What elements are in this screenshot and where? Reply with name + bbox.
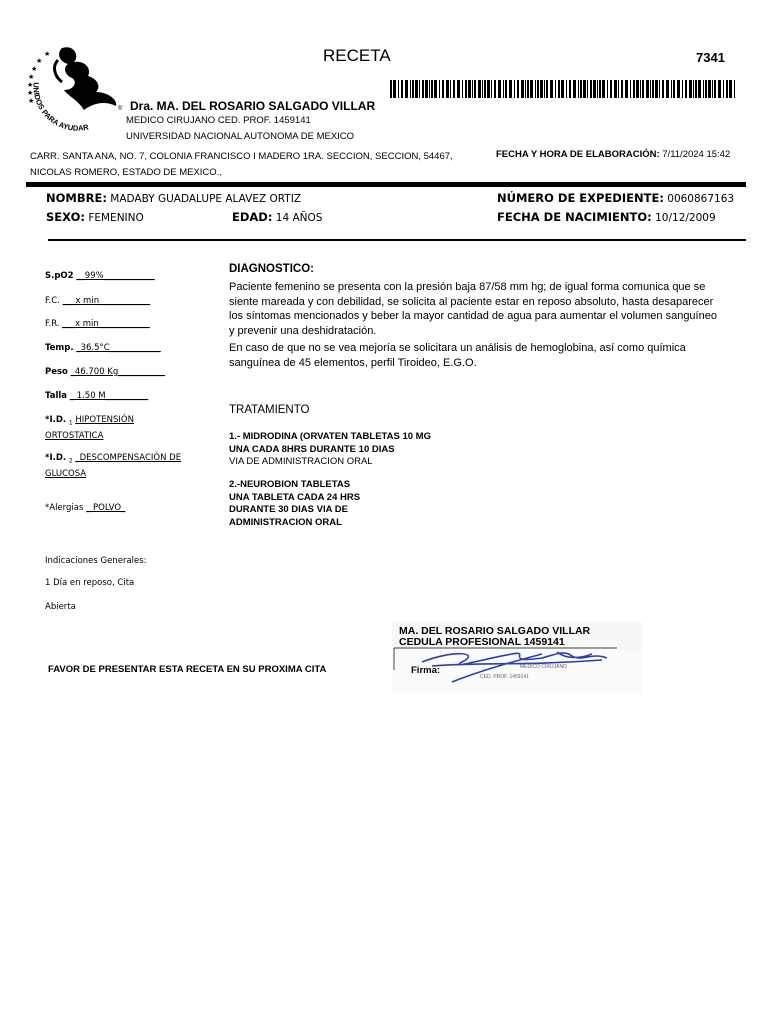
svg-text:★: ★: [36, 58, 43, 65]
vital-alergias: *Alergias _ POLVO_: [45, 503, 126, 513]
logo-registered-mark: ®: [118, 106, 123, 112]
record-number-value: 0060867163: [667, 193, 735, 205]
patient-dob-label: FECHA DE NACIMIENTO:: [497, 210, 652, 224]
diagnosis-body: [229, 280, 719, 373]
unidos-para-ayudar-logo: [22, 42, 126, 142]
patient-age-value: 14 AÑOS: [275, 212, 323, 224]
record-number-label: NÚMERO DE EXPEDIENTE:: [497, 191, 664, 205]
patient-sex-label: SEXO:: [46, 210, 85, 224]
logo-bird-mark: [59, 47, 116, 110]
svg-text:★: ★: [27, 82, 34, 89]
diagnosis-title: DIAGNOSTICO:: [229, 263, 314, 275]
vital-id2: *I.D. $_2$ _DESCOMPENSACIÓN DE GLUCOSA: [45, 453, 182, 479]
patient-name-value: MADABY GUADALUPE ALAVEZ ORTIZ: [110, 193, 302, 205]
page-title: RECETA: [323, 46, 391, 65]
patient-dob: [497, 210, 716, 224]
vital-spo2: S.pO2 __99%____________: [45, 271, 155, 281]
medication-2: 2.-NEUROBION TABLETAS UNA TABLETA CADA 24 HRS DURANTE 30 DIAS VIA DE ADMINISTRACION ORAL: [229, 479, 361, 528]
stamp-cedula: CEDULA PROFESIONAL 1459141: [399, 636, 565, 648]
vital-fc: F.C. ___x min____________: [45, 296, 151, 306]
vital-peso: Peso _46.700 Kg___________: [45, 367, 166, 377]
footer-note: FAVOR DE PRESENTAR ESTA RECETA EN SU PROXIMA CITA: [48, 664, 327, 675]
svg-text:★: ★: [28, 98, 35, 105]
header-divider: [26, 182, 746, 187]
doctor-university: UNIVERSIDAD NACIONAL AUTONOMA DE MEXICO: [126, 131, 355, 142]
record-number: [497, 191, 734, 205]
logo-text: UNIDOS PARA AYUDAR: [31, 82, 90, 133]
clinic-address: CARR. SANTA ANA, NO. 7, COLONIA FRANCISCO I MADERO 1RA. SECCION, SECCION, 54467, NICOLAS ROMERO, ESTADO DE MEXICO.,: [30, 151, 453, 178]
vital-temp: Temp. _36.5°C____________: [45, 343, 161, 353]
patient-name-label: NOMBRE:: [46, 191, 107, 205]
diagnosis-paragraph-1: Paciente femenino se presenta con la presión baja 87/58 mm hg; de igual forma comunica que se siente mareada y con debilidad, se solicita al paciente estar en reposo absoluto, hasta desaparecer los síntomas mencionados y beber la mayor cantidad de agua para aumentar el volumen sanguíneo y prevenir una deshidratación.: [229, 281, 717, 337]
indications-label: Indicaciones Generales:: [45, 556, 147, 566]
svg-text:★: ★: [28, 74, 35, 81]
patient-sex-value: FEMENINO: [88, 212, 144, 224]
patient-divider: [48, 239, 746, 241]
vital-id1: *I.D. $_1$ HIPOTENSIÓN ORTOSTATICA: [45, 415, 134, 441]
indications-line-1: 1 Día en reposo, Cita: [45, 578, 135, 588]
vital-fr: F.R. ___x min____________: [45, 319, 150, 329]
svg-text:★: ★: [44, 51, 51, 58]
signature-label: Firma:: [411, 665, 441, 676]
treatment-title: TRATAMIENTO: [229, 404, 310, 416]
indications-line-2: Abierta: [45, 602, 76, 612]
doctor-name: Dra. MA. DEL ROSARIO SALGADO VILLAR: [130, 99, 376, 113]
patient-age-label: EDAD:: [232, 210, 273, 224]
elaboration-value: 7/11/2024 15:42: [662, 149, 731, 160]
svg-text:★: ★: [31, 66, 38, 73]
patient-name: [46, 191, 301, 205]
vital-talla: Talla _ 1.50 M__________: [45, 391, 149, 401]
patient-age: [232, 210, 322, 224]
patient-sex: [46, 210, 144, 224]
svg-text:★: ★: [27, 90, 34, 97]
patient-dob-value: 10/12/2009: [655, 212, 716, 224]
elaboration-label: FECHA Y HORA DE ELABORACIÓN:: [496, 149, 660, 160]
medication-1: 1.- MIDRODINA (ORVATEN TABLETAS 10 MG UNA CADA 8HRS DURANTE 10 DIAS VIA DE ADMINISTRACION ORAL: [229, 431, 431, 467]
barcode: [390, 80, 735, 98]
folio-number: 7341: [696, 50, 725, 65]
stamp-doctor-name: MA. DEL ROSARIO SALGADO VILLAR: [399, 625, 591, 637]
elaboration-date: [496, 149, 730, 160]
doctor-specialty: MEDICO CIRUJANO CED. PROF. 1459141: [126, 115, 311, 126]
svg-text:CED. PROF. 1459141: CED. PROF. 1459141: [480, 674, 529, 680]
diagnosis-paragraph-2: En caso de que no se vea mejoría se solicitara un análisis de hemoglobina, así como química sanguínea de 45 elementos, perfil Tiroideo, E.G.O.: [229, 342, 686, 369]
svg-text:MEDICO CIRUJANO: MEDICO CIRUJANO: [520, 664, 567, 670]
